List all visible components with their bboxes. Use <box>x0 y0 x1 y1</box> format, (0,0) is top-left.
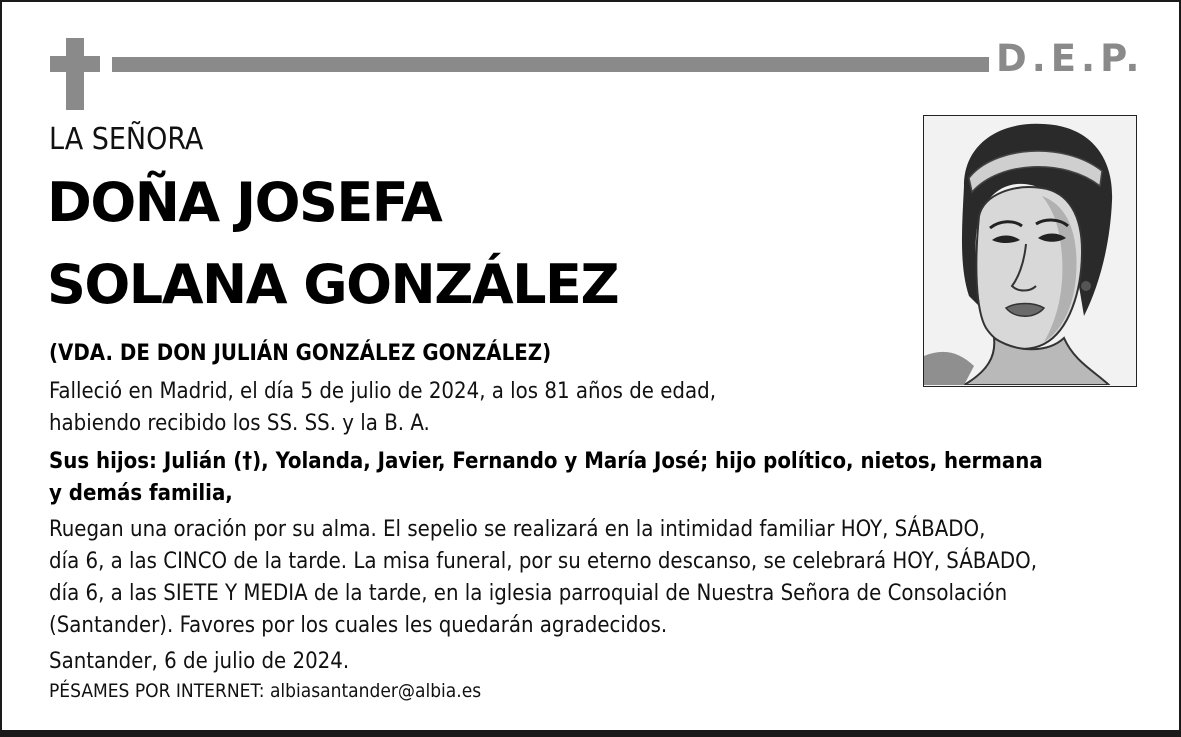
death-info-line: Falleció en Madrid, el día 5 de julio de 2024, a los 81 años de edad, <box>49 379 716 404</box>
portrait-drawing <box>924 116 1135 385</box>
place-date <box>49 646 349 678</box>
deceased-name-line2: SOLANA GONZÁLEZ <box>47 253 619 316</box>
header-rule <box>112 57 989 72</box>
prayer-line: día 6, a las CINCO de la tarde. La misa funeral, por su eterno descanso, se celebrará HOY, SÁBADO, <box>49 549 1038 574</box>
prayer-line: día 6, a las SIETE Y MEDIA de la tarde, en la iglesia parroquial de Nuestra Señora de Consolación <box>49 581 1008 606</box>
widow-of: (VDA. DE DON JULIÁN GONZÁLEZ GONZÁLEZ) <box>49 341 552 366</box>
death-info-line: habiendo recibido los SS. SS. y la B. A. <box>49 411 430 436</box>
prayer-line: (Santander). Favores por los cuales les quedarán agradecidos. <box>49 613 668 638</box>
family-line: Sus hijos: Julián (†), Yolanda, Javier, Fernando y María José; hijo político, nietos, hermana <box>49 449 1043 474</box>
condolences-email: PÉSAMES POR INTERNET: albiasantander@albia.es <box>49 680 482 702</box>
family-line: y demás familia, <box>49 481 233 506</box>
place-date-text: Santander, 6 de julio de 2024. <box>49 649 350 674</box>
deceased-name-line1: DOÑA JOSEFA <box>47 171 442 234</box>
portrait-photo <box>923 115 1137 387</box>
dep-label: D.E.P. <box>996 37 1145 80</box>
honorific: LA SEÑORA <box>49 122 204 157</box>
prayer-line: Ruegan una oración por su alma. El sepelio se realizará en la intimidad familiar HOY, SÁBADO, <box>49 517 986 542</box>
family-list <box>49 446 1043 510</box>
death-info <box>49 376 716 440</box>
prayer-text <box>49 514 1037 642</box>
cross-icon <box>50 38 100 110</box>
